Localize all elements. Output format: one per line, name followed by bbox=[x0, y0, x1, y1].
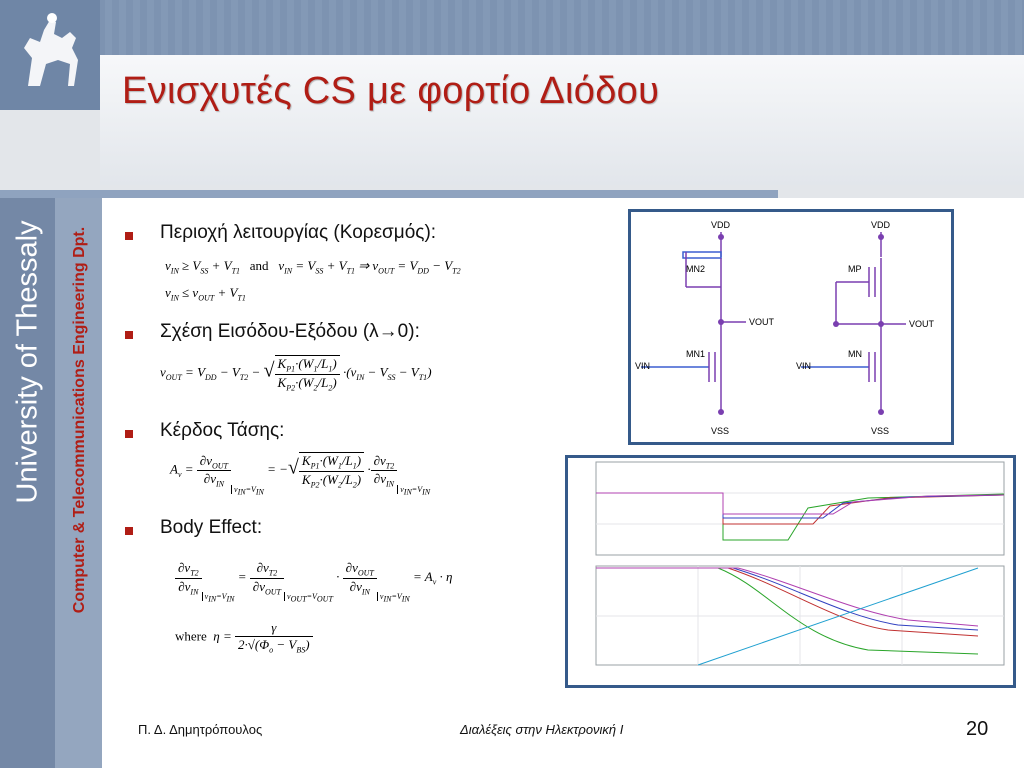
university-logo bbox=[0, 0, 100, 110]
bullet-marker bbox=[125, 331, 133, 339]
right-vin-label: VIN bbox=[796, 361, 812, 371]
bullet-marker bbox=[125, 527, 133, 535]
equation-body-effect: $\frac{\partial v_{T2}}{\partial v_{IN}}$ $_{v_{IN}=V_{IN}}$ = $\frac{\partial v_{T2}}{\partial v_{OUT}}$ $_{v_{OUT}=V_{OUT}}$ · $\frac{\partial v_{OUT}}{\partial v_{IN}}$ $_{v_{IN}=V_{IN}} = A_v \cdot \eta$ bbox=[175, 560, 452, 604]
slide-title: Ενισχυτές CS με φορτίο Διόδου bbox=[122, 70, 660, 112]
left-vdd-label: VDD bbox=[711, 220, 731, 230]
centaur-logo-icon bbox=[10, 8, 90, 98]
department-name: Computer & Telecommunications Engineering Dpt. bbox=[71, 226, 88, 614]
bullet-marker bbox=[125, 232, 133, 240]
equation-saturation-2: $v_{IN} \le v_{OUT} + V_{T1}$ bbox=[165, 285, 246, 303]
bullet-saturation: Περιοχή λειτουργίας (Κορεσμός): bbox=[160, 222, 437, 243]
simulation-plot-figure bbox=[565, 455, 1016, 688]
right-vout-label: VOUT bbox=[909, 319, 935, 329]
footer-course: Διαλέξεις στην Ηλεκτρονική Ι bbox=[460, 722, 624, 737]
left-vss-label: VSS bbox=[711, 426, 730, 436]
equation-where: where bbox=[175, 628, 207, 644]
title-rule bbox=[0, 190, 778, 198]
footer-author: Π. Δ. Δημητρόπουλος bbox=[138, 722, 263, 737]
bullet-marker bbox=[125, 430, 133, 438]
right-vss-label: VSS bbox=[871, 426, 890, 436]
equation-and: and bbox=[249, 258, 269, 273]
schematic-svg bbox=[631, 212, 951, 442]
left-mn2-label: MN2 bbox=[686, 264, 706, 274]
simulation-plot-svg bbox=[568, 458, 1013, 685]
bullet-gain: Κέρδος Τάσης: bbox=[160, 420, 285, 441]
right-mp-label: MP bbox=[848, 264, 862, 274]
equation-gain: $A_v$ = $\frac{\partial v_{OUT}}{\partial v_{IN}}$ $_{v_{IN}=V_{IN}}$ = −√ $\frac{K_{P1}\cdot(W_1/L_1)}{K_{P2}\cdot(W_2/L_2)}$ · $\frac{\partial v_{T2}}{\partial v_{IN}}$ $_{v_{IN}=V_{IN}}$ bbox=[170, 452, 431, 497]
bullet-body-effect: Body Effect: bbox=[160, 517, 263, 538]
equation-transfer: $v_{OUT} = V_{DD} - V_{T2}$ − √ $\frac{K_{P1}\cdot(W_1/L_1)}{K_{P2}\cdot(W_2/L_2)}$ $\cdot(v_{IN} - V_{SS} - V_{T1})$ bbox=[160, 356, 432, 393]
right-mn-label: MN bbox=[848, 349, 862, 359]
left-vin-label: VIN bbox=[635, 361, 651, 371]
university-name: University of Thessaly bbox=[11, 220, 44, 504]
equation-saturation: $v_{IN} \ge V_{SS} + V_{T1}$ and $v_{IN} = V_{SS} + V_{T1}$ ⇒ $v_{OUT} = V_{DD} - V_{T2}$ bbox=[165, 258, 461, 276]
top-banner bbox=[0, 0, 1024, 55]
schematic-figure bbox=[628, 209, 954, 445]
equation-eta: where η = $\frac{\gamma}{2\cdot√(\Phi_o - V_{BS})}$ bbox=[175, 620, 313, 655]
right-vdd-label: VDD bbox=[871, 220, 891, 230]
left-mn1-label: MN1 bbox=[686, 349, 706, 359]
bullet-transfer: Σχέση Εισόδου-Εξόδου (λ→0): bbox=[160, 321, 420, 342]
page-number: 20 bbox=[966, 718, 989, 740]
left-vout-label: VOUT bbox=[749, 317, 775, 327]
